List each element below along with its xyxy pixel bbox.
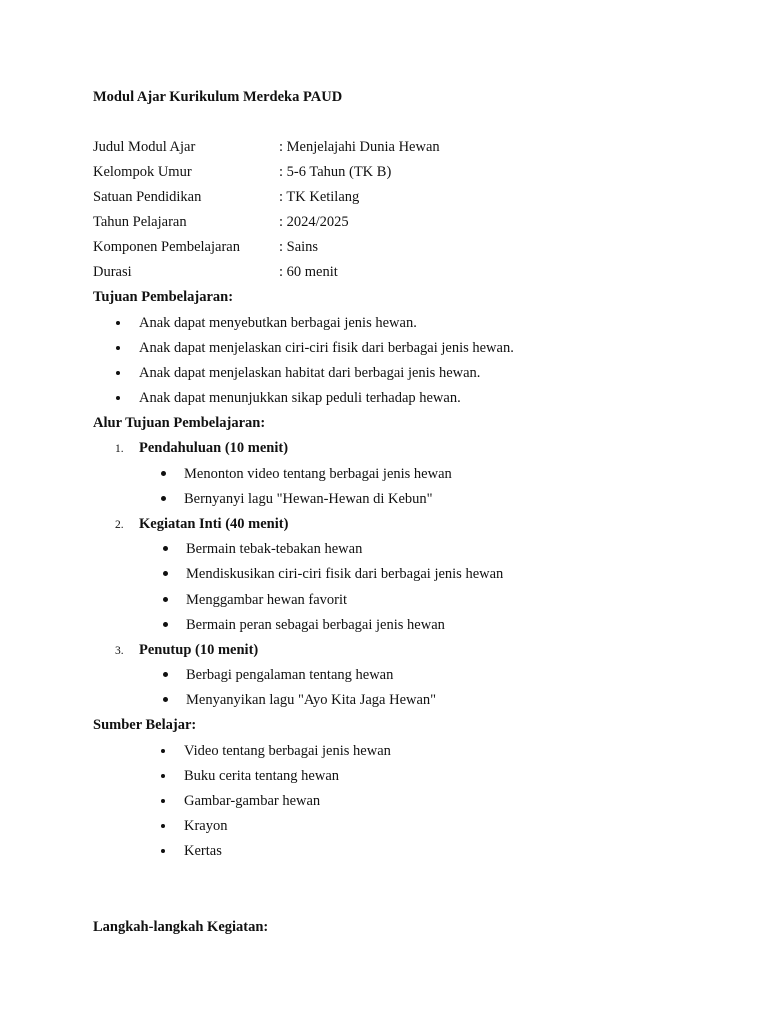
bullet-icon	[161, 749, 165, 753]
info-label-komponen: Komponen Pembelajaran	[93, 239, 240, 255]
bullet-icon	[163, 697, 168, 702]
info-value-kelompok: : 5-6 Tahun (TK B)	[279, 164, 392, 180]
langkah-heading: Langkah-langkah Kegiatan:	[93, 919, 269, 935]
step-item: Menyanyikan lagu "Ayo Kita Jaga Hewan"	[186, 692, 437, 708]
sumber-heading: Sumber Belajar:	[93, 717, 197, 733]
tujuan-item: Anak dapat menjelaskan habitat dari berbagai jenis hewan.	[139, 365, 481, 381]
bullet-icon	[116, 321, 120, 325]
step-item: Menonton video tentang berbagai jenis hewan	[184, 466, 452, 482]
step-number: 1.	[115, 443, 124, 455]
step-item: Bernyanyi lagu "Hewan-Hewan di Kebun"	[184, 491, 433, 507]
step-item: Berbagi pengalaman tentang hewan	[186, 667, 394, 683]
step-title: Penutup (10 menit)	[139, 642, 259, 658]
step-item: Mendiskusikan ciri-ciri fisik dari berbagai jenis hewan	[186, 566, 504, 582]
tujuan-item: Anak dapat menyebutkan berbagai jenis hewan.	[139, 315, 417, 331]
alur-heading: Alur Tujuan Pembelajaran:	[93, 415, 266, 431]
step-number: 3.	[115, 645, 124, 657]
bullet-icon	[163, 546, 168, 551]
tujuan-heading: Tujuan Pembelajaran:	[93, 289, 234, 305]
bullet-icon	[116, 396, 120, 400]
tujuan-item: Anak dapat menjelaskan ciri-ciri fisik dari berbagai jenis hewan.	[139, 340, 514, 356]
bullet-icon	[161, 849, 165, 853]
step-item: Bermain tebak-tebakan hewan	[186, 541, 363, 557]
bullet-icon	[163, 597, 168, 602]
bullet-icon	[163, 672, 168, 677]
sumber-item: Kertas	[184, 843, 222, 859]
step-item: Menggambar hewan favorit	[186, 592, 348, 608]
sumber-item: Gambar-gambar hewan	[184, 793, 321, 809]
info-value-judul: : Menjelajahi Dunia Hewan	[279, 139, 440, 155]
bullet-icon	[161, 774, 165, 778]
bullet-icon	[161, 496, 166, 501]
info-label-tahun: Tahun Pelajaran	[93, 214, 187, 230]
bullet-icon	[161, 799, 165, 803]
bullet-icon	[116, 371, 120, 375]
bullet-icon	[161, 471, 166, 476]
step-title: Kegiatan Inti (40 menit)	[139, 516, 289, 532]
bullet-icon	[116, 346, 120, 350]
step-item: Bermain peran sebagai berbagai jenis hewan	[186, 617, 445, 633]
sumber-item: Buku cerita tentang hewan	[184, 768, 340, 784]
step-title: Pendahuluan (10 menit)	[139, 440, 289, 456]
info-label-kelompok: Kelompok Umur	[93, 164, 192, 180]
bullet-icon	[163, 622, 168, 627]
step-number: 2.	[115, 519, 124, 531]
sumber-item: Video tentang berbagai jenis hewan	[184, 743, 391, 759]
bullet-icon	[161, 824, 165, 828]
info-label-satuan: Satuan Pendidikan	[93, 189, 202, 205]
info-value-durasi: : 60 menit	[279, 264, 338, 280]
info-value-tahun: : 2024/2025	[279, 214, 349, 230]
info-label-durasi: Durasi	[93, 264, 132, 280]
info-value-satuan: : TK Ketilang	[279, 189, 360, 205]
sumber-item: Krayon	[184, 818, 228, 834]
bullet-icon	[163, 571, 168, 576]
info-label-judul: Judul Modul Ajar	[93, 139, 196, 155]
info-value-komponen: : Sains	[279, 239, 319, 255]
document-title: Modul Ajar Kurikulum Merdeka PAUD	[93, 89, 343, 105]
tujuan-item: Anak dapat menunjukkan sikap peduli terhadap hewan.	[139, 390, 461, 406]
